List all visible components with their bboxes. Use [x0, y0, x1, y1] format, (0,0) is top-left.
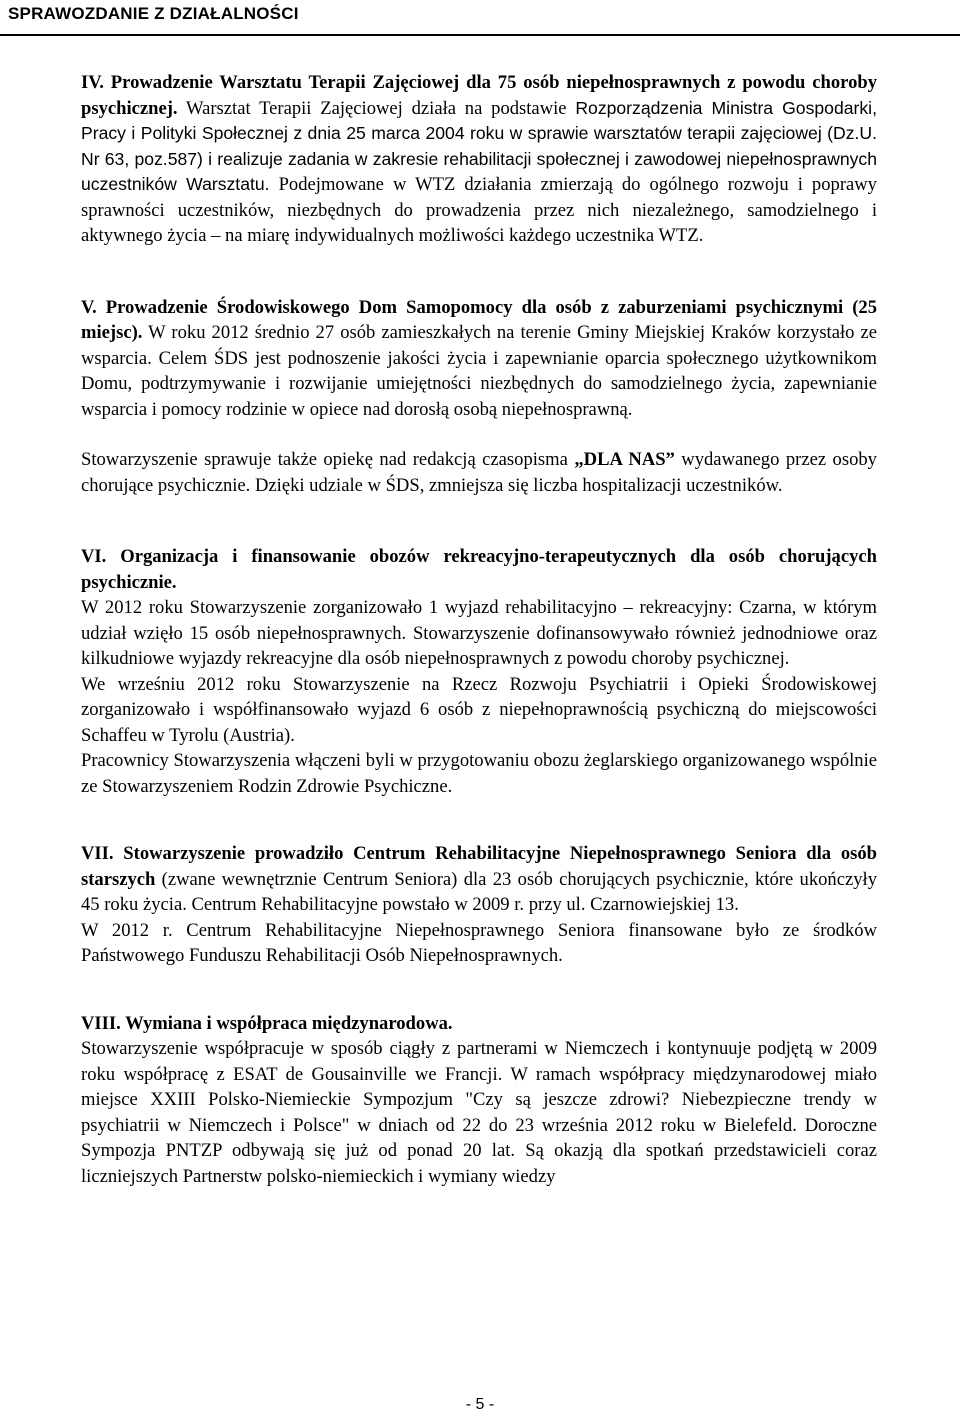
spacer [81, 799, 877, 841]
section-8-paragraph: Stowarzyszenie współpracuje w sposób ciągły z partnerami w Niemczech i kontynuuje podjętą w 2009 roku współpracę z ESAT de Gousainville we Francji. W ramach współpracy międzynarodowej miało miejsce XXIII Polsko-Niemieckie Sympozjum "Czy są jeszcze zdrowi? Niebezpieczne trendy w psychiatrii w Niemczech i Polsce" w dniach od 22 do 23 września 2012 roku w Bielefeld. Doroczne Sympozja PNTZP odbywają się już od ponad 20 lat. Są okazją dla spotkań przedstawicieli coraz liczniejszych Partnerstw polsko-niemieckich i wymiany wiedzy [81, 1038, 877, 1187]
section-4-text-a: Warsztat Terapii Zajęciowej działa na podstawie [177, 97, 576, 119]
section-5-text: W roku 2012 średnio 27 osób zamieszkałych na terenie Gminy Miejskiej Kraków korzystało ze wsparcia. Celem ŚDS jest podnoszenie jakości życia i zapewnianie oparcia społecznego użytkownikom Domu, podtrzymywanie i rozwijanie umiejętności niezbędnych do samodzielnego życia, zapewnianie wsparcia i pomocy rodzinie w opiece nad dorosłą osobą niepełnosprawną. [81, 322, 877, 420]
section-5-paragraph-2 [81, 447, 877, 498]
section-5-heading: V. Prowadzenie Środowiskowego Dom Samopomocy dla osób z zaburzeniami psychicznymi (25 miejsc). [81, 296, 877, 343]
section-6-paragraph-3: Pracownicy Stowarzyszenia włączeni byli w przygotowaniu obozu żeglarskiego organizowanego wspólnie ze Stowarzyszeniem Rodzin Zdrowie Psychiczne. [81, 750, 877, 797]
spacer [81, 249, 877, 295]
spacer [81, 422, 877, 447]
spacer [81, 969, 877, 1011]
section-6 [81, 544, 877, 595]
section-6-heading: VI. Organizacja i finansowanie obozów rekreacyjno-terapeutycznych dla osób chorujących psychicznie. [81, 546, 877, 593]
header-title: SPRAWOZDANIE Z DZIAŁALNOŚCI [8, 4, 299, 23]
page-number: - 5 - [465, 1396, 495, 1413]
spacer [81, 498, 877, 544]
header-rule [0, 34, 960, 36]
document-body [81, 70, 877, 1189]
section-8-heading: VIII. Wymiana i współpraca międzynarodowa. [81, 1012, 453, 1034]
magazine-title: „DLA NAS” [574, 449, 675, 470]
section-7 [81, 841, 877, 918]
section-6-paragraph-1: W 2012 roku Stowarzyszenie zorganizowało 1 wyjazd rehabilitacyjno – rekreacyjny: Czarna, w którym udział wzięło 15 osób niepełnosprawnych. Stowarzyszenie dofinansowywało również jednodniowe oraz kilkudniowe wyjazdy rekreacyjne dla osób niepełnosprawnych z powodu choroby psychicznej. [81, 597, 877, 669]
section-7-heading: VII. Stowarzyszenie prowadziło Centrum Rehabilitacyjne Niepełnosprawnego Seniora dla osób starszych [81, 843, 877, 890]
section-5-p2-text-b: wydawanego przez osoby chorujące psychicznie. Dzięki udziale w ŚDS, zmniejsza się liczba hospitalizacji uczestników. [81, 449, 877, 496]
section-8 [81, 1011, 877, 1037]
section-7-paragraph-2: W 2012 r. Centrum Rehabilitacyjne Niepełnosprawnego Seniora finansowane było ze środków Państwowego Funduszu Rehabilitacji Osób Niepełnosprawnych. [81, 919, 877, 966]
section-5-p2-text-a: Stowarzyszenie sprawuje także opiekę nad redakcją czasopisma [81, 449, 575, 470]
section-5 [81, 295, 877, 423]
section-4-text-b: Rozporządzenia Ministra Gospodarki, Pracy i Polityki Społecznej z dnia 25 marca 2004 roku w sprawie warsztatów terapii zajęciowej (Dz.U. Nr 63, poz.587) i realizuje zadania w zakresie rehabilitacji społecznej i zawodowej niepełnosprawnych uczestników Warsztatu. [81, 97, 877, 194]
section-4 [81, 70, 877, 249]
section-6-paragraph-2: We wrześniu 2012 roku Stowarzyszenie na Rzecz Rozwoju Psychiatrii i Opieki Środowiskowej zorganizowało i współfinansowało wyjazd 6 osób z niepełnoprawnością psychiczną do miejscowości Schaffeu w Tyrolu (Austria). [81, 673, 877, 746]
page-header [0, 0, 960, 37]
section-4-text-c: Podejmowane w WTZ działania zmierzają do ogólnego rozwoju i poprawy sprawności uczestników, niezbędnych do prowadzenia przez nich niezależnego, samodzielnego i aktywnego życia – na miarę indywidualnych możliwości każdego uczestnika WTZ. [81, 174, 877, 246]
section-7-text: (zwane wewnętrznie Centrum Seniora) dla 23 osób chorujących psychicznie, które ukończyły 45 roku życia. Centrum Rehabilitacyjne powstało w 2009 r. przy ul. Czarnowiejskiej 13. [81, 868, 877, 915]
section-4-heading: IV. Prowadzenie Warsztatu Terapii Zajęciowej dla 75 osób niepełnosprawnych z powodu choroby psychicznej. [81, 72, 877, 119]
